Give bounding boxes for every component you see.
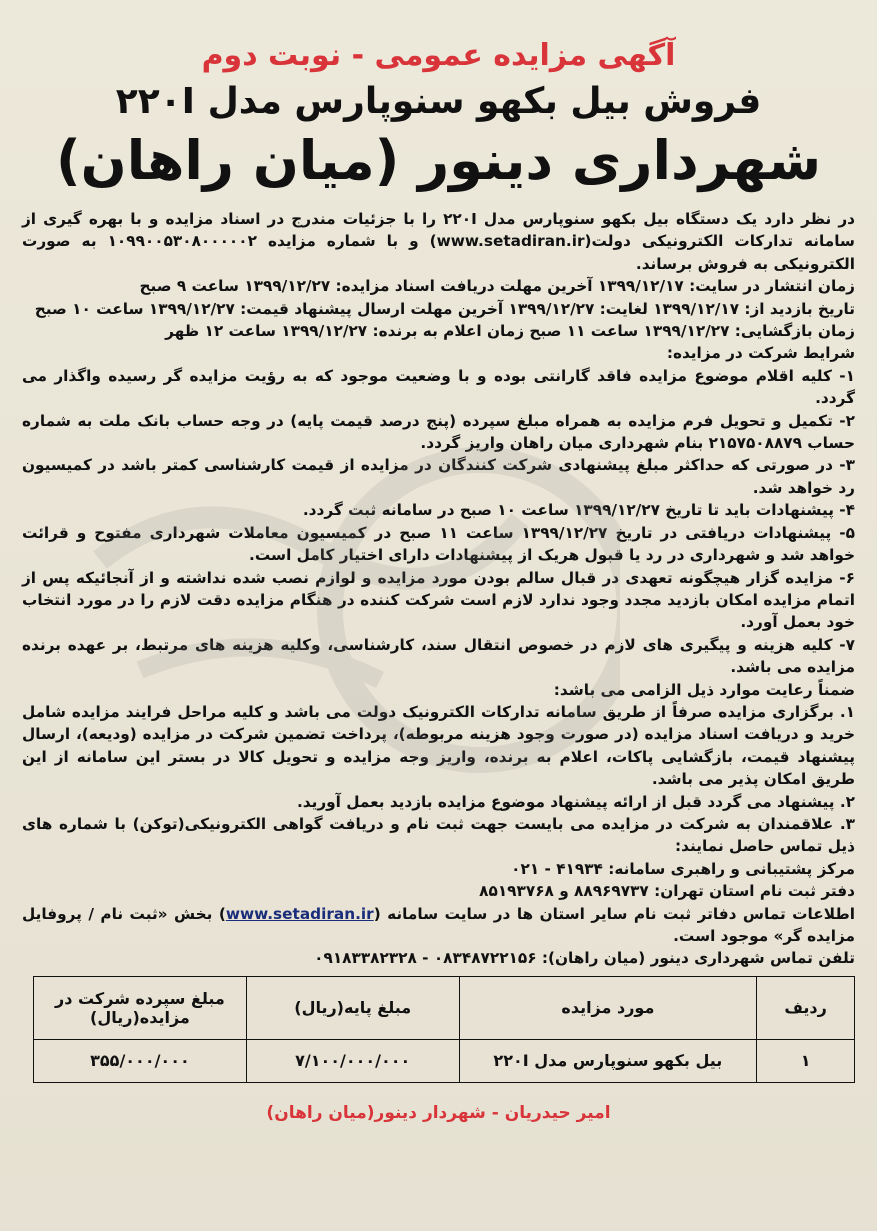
cell-base-price: ۷/۱۰۰/۰۰۰/۰۰۰ (246, 1039, 459, 1082)
setadiran-link[interactable]: www.setadiran.ir (225, 904, 374, 923)
schedule-line-3: زمان بازگشایی: ۱۳۹۹/۱۲/۲۷ ساعت ۱۱ صبح زمان اعلام به برنده: ۱۳۹۹/۱۲/۲۷ ساعت ۱۲ ظهر (165, 322, 855, 341)
intro-paragraph (22, 208, 855, 275)
condition-item: ۷- کلیه هزینه و پیگیری های لازم در خصوص انتقال سند، کارشناسی، وکلیه هزینه های مرتبط، بر عهده برنده مزایده می باشد. (22, 635, 855, 677)
mandatory-item: ۲. پیشنهاد می گردد قبل از ارائه پیشنهاد موضوع مزایده بازدید بعمل آورید. (296, 792, 855, 811)
schedule-line-1: زمان انتشار در سایت: ۱۳۹۹/۱۲/۱۷ آخرین مهلت دریافت اسناد مزایده: ۱۳۹۹/۱۲/۲۷ ساعت ۹ صبح (139, 277, 855, 296)
table-header-row (34, 976, 855, 1039)
other-text-2: ) بخش «ثبت نام / پروفایل مزایده گر» موجود است. (22, 904, 855, 945)
auction-table (33, 976, 855, 1083)
cell-item: بیل بکهو سنوپارس مدل ۲۲۰I (459, 1039, 757, 1082)
conditions-heading: شرایط شرکت در مزایده: (666, 344, 855, 363)
header-deposit: مبلغ سپرده شرکت در مزایده(ریال) (34, 976, 247, 1039)
header-row-number: ردیف (757, 976, 855, 1039)
mandatory-item: ۳. علاقمندان به شرکت در مزایده می بایست جهت ثبت نام و دریافت گواهی الکترونیکی(توکن) با شماره های ذیل تماس حاصل نمایند: (22, 814, 855, 856)
table-row (34, 1039, 855, 1082)
schedule-line-2: تاریخ بازدید از: ۱۳۹۹/۱۲/۱۷ لغایت: ۱۳۹۹/۱۲/۲۷ آخرین مهلت ارسال پیشنهاد قیمت: ۱۳۹۹/۱۲/۲۷ ساعت ۱۰ صبح (34, 299, 855, 318)
municipality-phone: تلفن تماس شهرداری دینور (میان راهان): ۰۸۳۴۸۷۲۲۱۵۶ - ۰۹۱۸۳۳۸۲۳۲۸ (314, 949, 855, 968)
condition-item: ۴- پیشنهادات باید تا تاریخ ۱۳۹۹/۱۲/۲۷ ساعت ۱۰ صبح در سامانه ثبت گردد. (302, 501, 855, 520)
intro-text-2: ) و با شماره مزایده ۱۰۹۹۰۰۵۳۰۸۰۰۰۰۰۲ به صورت الکترونیکی به فروش برساند. (22, 232, 855, 273)
intro-site-link[interactable]: www.setadiran.ir (436, 232, 585, 251)
support-contact: مرکز پشتیبانی و راهبری سامانه: ۴۱۹۳۴ - ۰۲۱ (511, 859, 855, 878)
condition-item: ۵- پیشنهادات دریافتی در تاریخ ۱۳۹۹/۱۲/۲۷ ساعت ۱۱ صبح در کمیسیون معاملات شهرداری مفتوح و قرائت خواهد شد و شهرداری در رد یا قبول هریک از پیشنهادات دارای اختیار کامل است. (22, 523, 855, 565)
condition-item: ۱- کلیه اقلام موضوع مزایده فاقد گارانتی بوده و با وضعیت موجود که به رؤیت مزایده گر رسیده واگذار می گردد. (22, 366, 855, 408)
other-provinces-contact (22, 903, 855, 948)
organization-name: شهرداری دینور (میان راهان) (55, 129, 822, 192)
announcement-body (22, 208, 855, 970)
mandatory-heading: ضمناً رعایت موارد ذیل الزامی می باشد: (553, 680, 855, 699)
tehran-contact: دفتر ثبت نام استان تهران: ۸۸۹۶۹۷۳۷ و ۸۵۱۹۳۷۶۸ (479, 882, 855, 901)
header (22, 36, 855, 194)
cell-row-number: ۱ (757, 1039, 855, 1082)
condition-item: ۲- تکمیل و تحویل فرم مزایده به همراه مبلغ سپرده (پنج درصد قیمت پایه) در وجه حساب بانک ملت به شماره حساب ۲۱۵۷۵۰۸۸۷۹ بنام شهرداری میان راهان واریز گردد. (22, 411, 855, 453)
header-item: مورد مزایده (459, 976, 757, 1039)
intro-text-1: در نظر دارد یک دستگاه بیل بکهو سنوپارس مدل ۲۲۰I را با جزئیات مندرج در اسناد مزایده و با بهره گیری از سامانه تدارکات الکترونیکی دولت( (22, 210, 855, 251)
signature: امیر حیدریان - شهردار دینور(میان راهان) (266, 1102, 611, 1123)
other-text-1: اطلاعات تماس دفاتر ثبت نام سایر استان ها در سایت سامانه ( (373, 904, 855, 923)
mandatory-item: ۱. برگزاری مزایده صرفاً از طریق سامانه تدارکات الکترونیک دولت می باشد و کلیه مراحل فرایند مزایده شامل خرید و دریافت اسناد مزایده (در صورت وجود هزینه مربوطه)، پرداخت تضمین شرکت در مزایده (ودیعه)، ارسال پیشنهاد قیمت، بازگشایی پاکات، اعلام به برنده، واریز وجه مزایده و تحویل کالا در بستر این سامانه از این طریق امکان پذیر می باشد. (22, 702, 855, 789)
condition-item: ۶- مزایده گزار هیچگونه تعهدی در قبال سالم بودن مورد مزایده و لوازم نصب شده نداشته و از آنجائیکه پس از اتمام مزایده امکان بازدید مجدد وجود ندارد لازم است شرکت کننده در هنگام مزایده دقت لازم را در مورد انتخاب خود بعمل آورد. (22, 568, 855, 632)
cell-deposit: ۳۵۵/۰۰۰/۰۰۰ (34, 1039, 247, 1082)
condition-item: ۳- در صورتی که حداکثر مبلغ پیشنهادی شرکت کنندگان در مزایده از قیمت کارشناسی کمتر باشد در کمیسیون رد خواهد شد. (22, 456, 855, 497)
announcement-title: فروش بیل بکهو سنوپارس مدل ۲۲۰I (115, 81, 762, 122)
announcement-subtitle: آگهی مزایده عمومی - نوبت دوم (201, 38, 676, 73)
header-base-price: مبلغ پایه(ریال) (246, 976, 459, 1039)
